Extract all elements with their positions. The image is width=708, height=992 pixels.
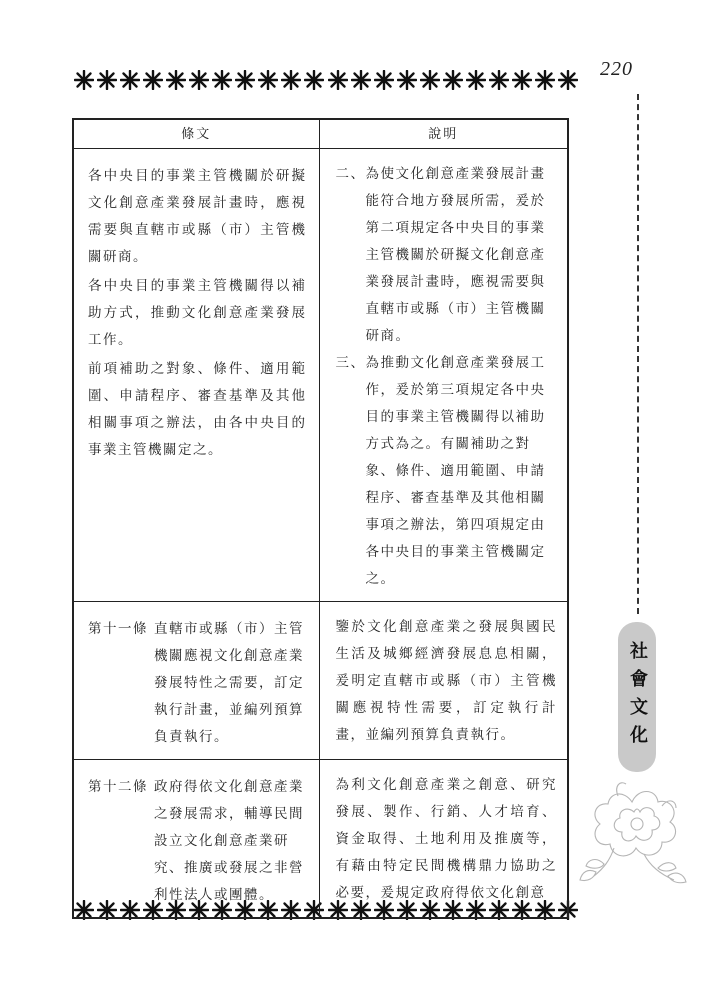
star-ornament-icon <box>212 70 232 90</box>
item-number: 三、 <box>335 355 366 371</box>
explanation-item <box>336 350 558 593</box>
star-ornament-icon <box>97 70 117 90</box>
item-number: 二、 <box>335 166 366 182</box>
decorative-star-border-top <box>74 70 578 90</box>
provision-cell <box>73 760 319 919</box>
table-row <box>73 760 568 919</box>
header-provision: 條文 <box>73 119 319 149</box>
law-comparison-table <box>72 118 569 919</box>
explanation-item <box>336 161 558 350</box>
item-text: 為使文化創意產業發展計畫能符合地方發展所需，爰於第二項規定各中央目的事業主管機關於研擬文化創意產業發展計畫時，應視需要與直轄市或縣（市）主管機關研商。 <box>365 166 546 344</box>
star-ornament-icon <box>304 70 324 90</box>
provision-cell <box>73 149 319 602</box>
star-ornament-icon <box>189 70 209 90</box>
star-ornament-icon <box>512 70 532 90</box>
star-ornament-icon <box>74 70 94 90</box>
star-ornament-icon <box>351 70 371 90</box>
star-ornament-icon <box>166 70 186 90</box>
star-ornament-icon <box>420 70 440 90</box>
star-ornament-icon <box>120 70 140 90</box>
star-ornament-icon <box>535 70 555 90</box>
table-row <box>73 602 568 760</box>
provision-paragraph: 政府得依文化創意產業之發展需求，輔導民間設立文化創意產業研究、推廣或發展之非營利性法人或團體。 <box>154 779 304 903</box>
star-ornament-icon <box>258 70 278 90</box>
section-tab-label: 社會文化 <box>627 641 648 753</box>
star-ornament-icon <box>489 70 509 90</box>
star-ornament-icon <box>235 70 255 90</box>
explanation-cell <box>319 602 568 760</box>
provision-paragraph: 各中央目的事業主管機關得以補助方式，推動文化創意產業發展工作。 <box>88 278 307 348</box>
peony-flower-icon <box>574 772 698 892</box>
star-ornament-icon <box>443 70 463 90</box>
margin-dashed-line <box>637 94 639 614</box>
section-tab <box>618 622 656 772</box>
article-label: 第十二條 <box>88 779 148 795</box>
provision-cell <box>73 602 319 760</box>
table-row <box>73 149 568 602</box>
star-ornament-icon <box>143 70 163 90</box>
page-number: 220 <box>600 58 633 80</box>
article-label: 第十一條 <box>88 621 148 637</box>
star-ornament-icon <box>374 70 394 90</box>
explanation-cell <box>319 149 568 602</box>
star-ornament-icon <box>558 70 578 90</box>
star-ornament-icon <box>466 70 486 90</box>
explanation-cell <box>319 760 568 919</box>
star-ornament-icon <box>281 70 301 90</box>
header-explanation: 說明 <box>319 119 568 149</box>
provision-paragraph: 各中央目的事業主管機關於研擬文化創意產業發展計畫時，應視需要與直轄市或縣（市）主管機關研商。 <box>88 168 307 265</box>
provision-paragraph: 前項補助之對象、條件、適用範圍、申請程序、審查基準及其他相關事項之辦法，由各中央目的事業主管機關定之。 <box>88 361 307 458</box>
item-text: 為推動文化創意產業發展工作，爰於第三項規定各中央目的事業主管機關得以補助方式為之。有關補助之對象、條件、適用範圍、申請程序、審查基準及其他相關事項之辦法，第四項規定由各中央目的事業主管機關定之。 <box>365 355 546 587</box>
explanation-paragraph: 鑒於文化創意產業之發展與國民生活及城鄉經濟發展息息相關，爰明定直轄市或縣（市）主管機關應視特性需要，訂定執行計畫，並編列預算負責執行。 <box>335 619 557 743</box>
star-ornament-icon <box>328 70 348 90</box>
star-ornament-icon <box>397 70 417 90</box>
explanation-paragraph: 為利文化創意產業之創意、研究發展、製作、行銷、人才培育、資金取得、土地利用及推廣等，有藉由特定民間機構鼎力協助之必要，爰規定政府得依文化創意 <box>335 777 557 901</box>
provision-paragraph: 直轄市或縣（市）主管機關應視文化創意產業發展特性之需要，訂定執行計畫，並編列預算負責執行。 <box>154 621 304 745</box>
